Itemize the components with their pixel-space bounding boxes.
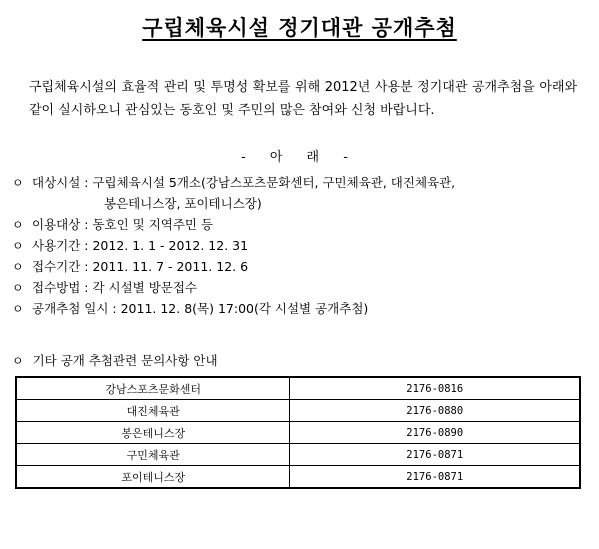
list-item-lottery-date xyxy=(12,298,582,319)
bullet-icon: ㅇ xyxy=(12,260,24,274)
page-title xyxy=(0,14,599,42)
list-item-application-period xyxy=(12,256,582,277)
details-list xyxy=(12,172,582,319)
facility-name-cell: 구민체육관 xyxy=(16,444,290,466)
facility-name-cell: 포이테니스장 xyxy=(16,466,290,489)
section-heading: - 아 래 - xyxy=(241,150,358,165)
bullet-icon: ㅇ xyxy=(12,239,24,253)
list-item-text: 대상시설 : 구립체육시설 5개소(강남스포츠문화센터, 구민체육관, 대진체육관, xyxy=(32,175,456,190)
contact-section-title xyxy=(12,351,218,371)
contacts-table xyxy=(15,376,581,489)
list-item-period xyxy=(12,235,582,256)
table-row xyxy=(16,422,580,444)
list-item-text: 접수기간 : 2011. 11. 7 - 2011. 12. 6 xyxy=(32,259,249,274)
list-item-text: 이용대상 : 동호인 및 지역주민 등 xyxy=(32,217,214,232)
table-row xyxy=(16,400,580,422)
phone-cell: 2176-0871 xyxy=(290,444,580,466)
list-item-text: 공개추첨 일시 : 2011. 12. 8(목) 17:00(각 시설별 공개추첨) xyxy=(32,301,369,316)
table-row xyxy=(16,377,580,400)
phone-cell: 2176-0816 xyxy=(290,377,580,400)
intro-paragraph: 구립체육시설의 효율적 관리 및 투명성 확보를 위해 2012년 사용분 정기대관 공개추첨을 아래와 같이 실시하오니 관심있는 동호인 및 주민의 많은 참여와 신청 바랍니다. xyxy=(29,80,577,118)
bullet-icon: ㅇ xyxy=(12,281,24,295)
list-item-continuation: 봉은테니스장, 포이테니스장) xyxy=(104,196,262,211)
list-item-application-method xyxy=(12,277,582,298)
phone-cell: 2176-0871 xyxy=(290,466,580,489)
list-item-facilities xyxy=(12,172,582,214)
table-row xyxy=(16,444,580,466)
bullet-icon: ㅇ xyxy=(12,176,24,190)
title-text: 구립체육시설 정기대관 공개추첨 xyxy=(142,16,457,40)
list-item-target xyxy=(12,214,582,235)
facility-name-cell: 봉은테니스장 xyxy=(16,422,290,444)
bullet-icon: ㅇ xyxy=(12,302,24,316)
facility-name-cell: 강남스포츠문화센터 xyxy=(16,377,290,400)
list-item-text: 접수방법 : 각 시설별 방문접수 xyxy=(32,280,198,295)
phone-cell: 2176-0890 xyxy=(290,422,580,444)
bullet-icon: ㅇ xyxy=(12,218,24,232)
phone-cell: 2176-0880 xyxy=(290,400,580,422)
table-row xyxy=(16,466,580,489)
contact-title-text: 기타 공개 추첨관련 문의사항 안내 xyxy=(32,353,218,368)
list-item-text: 사용기간 : 2012. 1. 1 - 2012. 12. 31 xyxy=(32,238,249,253)
bullet-icon: ㅇ xyxy=(12,354,24,368)
facility-name-cell: 대진체육관 xyxy=(16,400,290,422)
